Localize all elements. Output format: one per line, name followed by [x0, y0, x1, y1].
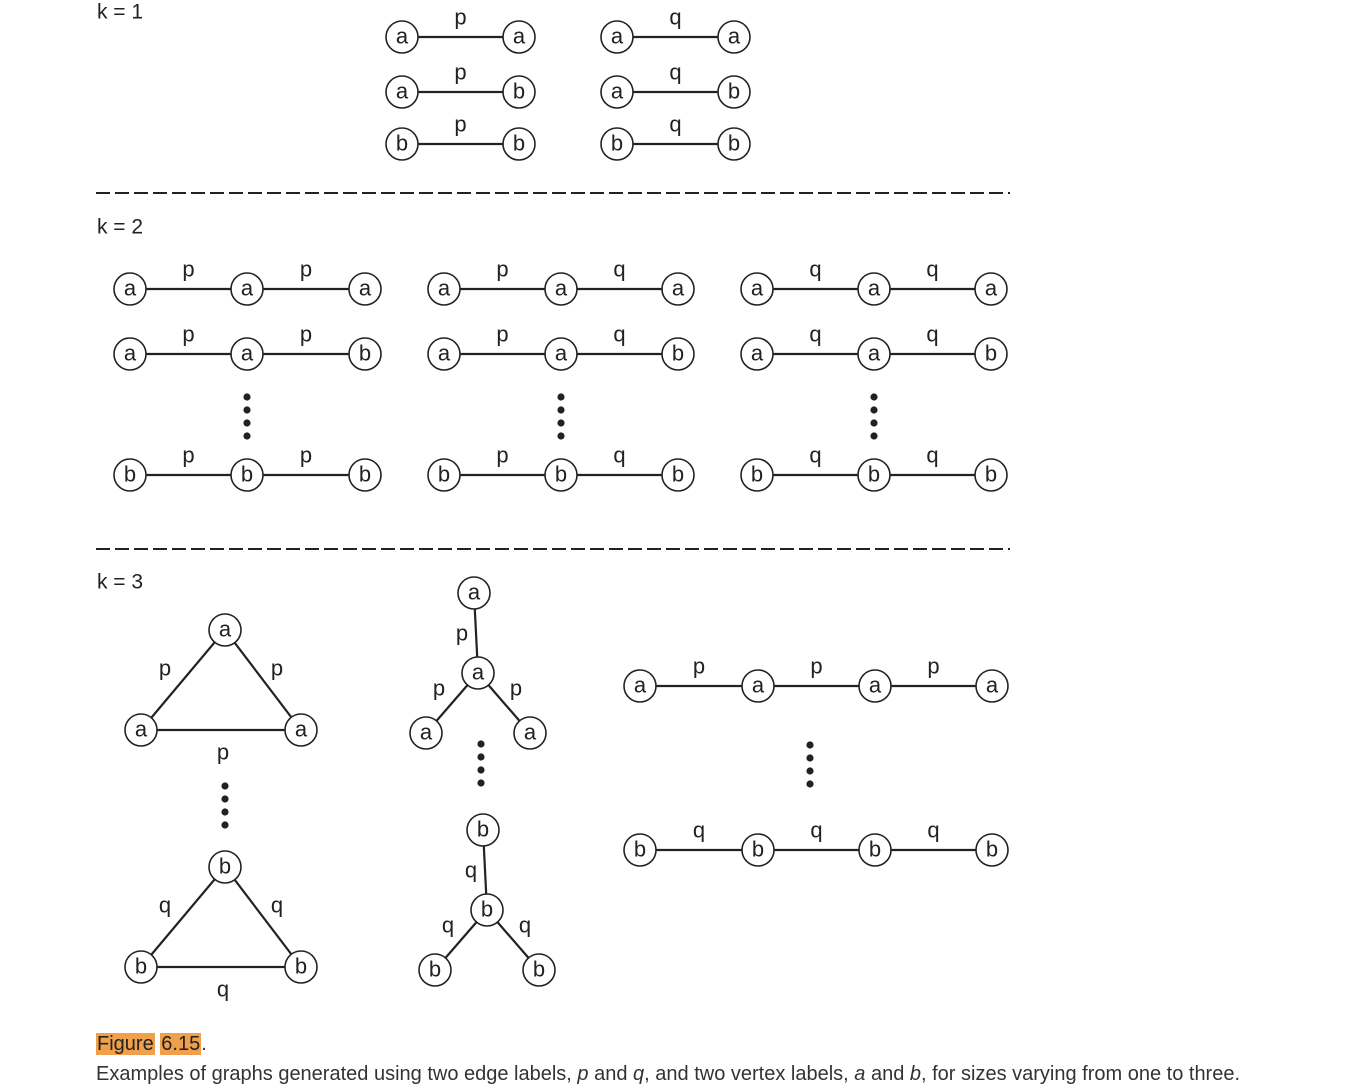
vertex-label: b: [512, 130, 526, 156]
caption-text: [96, 1060, 1346, 1088]
vertex-label: b: [512, 78, 526, 104]
ellipsis-dot: [806, 780, 813, 787]
vertex-label: b: [480, 896, 494, 922]
vertex-label: b: [671, 340, 685, 366]
vertex-label: a: [633, 672, 647, 698]
edge-label: q: [926, 256, 939, 282]
vertex-label: a: [134, 716, 148, 742]
figure-number: 6.15: [161, 1033, 201, 1055]
ellipsis-dot: [806, 754, 813, 761]
ellipsis-dot: [243, 419, 250, 426]
vertex-label: a: [867, 340, 881, 366]
ellipsis-dot: [870, 419, 877, 426]
edge-label: q: [613, 321, 626, 347]
caption-text-part: , and two vertex labels,: [644, 1063, 855, 1085]
edge-label: q: [926, 442, 939, 468]
vertex-label: b: [395, 130, 409, 156]
edge-label: p: [299, 442, 313, 468]
vertex-label: b: [554, 461, 568, 487]
separators-layer: [96, 193, 1010, 549]
figure-caption: [96, 1030, 1346, 1088]
edge-label: p: [509, 675, 523, 701]
edge-label: q: [518, 912, 532, 938]
ellipsis-dot: [557, 432, 564, 439]
edge-line: [225, 630, 301, 730]
edge-label: p: [182, 256, 195, 282]
vertex-label: b: [984, 461, 998, 487]
edge-label: p: [927, 653, 940, 679]
ellipsis-dot: [477, 766, 484, 773]
vertex-label: b: [751, 836, 765, 862]
vertex-label: b: [867, 461, 881, 487]
vertex-label: a: [985, 672, 999, 698]
edge-label: p: [182, 321, 195, 347]
vertex-label: a: [610, 23, 624, 49]
vertex-label: b: [134, 953, 148, 979]
edge-label: p: [216, 739, 230, 765]
edge-line: [141, 630, 225, 730]
edge-label: q: [669, 59, 682, 85]
edge-label: p: [454, 111, 467, 137]
vertex-label: b: [123, 461, 137, 487]
edge-label: q: [270, 892, 284, 918]
edge-label: q: [441, 912, 455, 938]
vertex-label: b: [218, 853, 232, 879]
edge-label: p: [299, 256, 313, 282]
caption-period: .: [201, 1033, 207, 1055]
edge-label: q: [809, 256, 822, 282]
vertex-label: a: [123, 275, 137, 301]
vertex-label: a: [218, 616, 232, 642]
vertex-label: b: [437, 461, 451, 487]
vertex-label: a: [554, 340, 568, 366]
ellipsis-dot: [870, 406, 877, 413]
edge-label: p: [496, 321, 509, 347]
ellipsis-dot: [557, 393, 564, 400]
vertex-label: a: [240, 340, 254, 366]
ellipsis-layer: [218, 393, 877, 828]
vertex-label: a: [751, 672, 765, 698]
vertex-label: a: [358, 275, 372, 301]
vertex-label: a: [123, 340, 137, 366]
vertex-label: a: [523, 719, 537, 745]
edge-label: q: [669, 4, 682, 30]
vertex-label: b: [985, 836, 999, 862]
edge-label: q: [613, 442, 626, 468]
edge-line: [141, 867, 225, 967]
ellipsis-dot: [243, 432, 250, 439]
vertex-label: a: [671, 275, 685, 301]
caption-edge-label-q: q: [633, 1063, 645, 1085]
vertex-label: a: [867, 275, 881, 301]
caption-text-part: and: [865, 1063, 910, 1085]
ellipsis-dot: [806, 741, 813, 748]
vertex-label: a: [554, 275, 568, 301]
vertex-label: b: [671, 461, 685, 487]
edges-layer: [130, 37, 992, 970]
vertex-label: a: [610, 78, 624, 104]
vertex-label: a: [471, 659, 485, 685]
caption-vertex-label-b: b: [909, 1063, 921, 1085]
ellipsis-dot: [243, 406, 250, 413]
edge-label: p: [496, 256, 509, 282]
ellipsis-dot: [557, 419, 564, 426]
edge-label: p: [455, 620, 469, 646]
edge-label: q: [810, 817, 823, 843]
vertex-label: b: [532, 956, 546, 982]
edge-label: q: [692, 817, 706, 843]
vertex-label: a: [750, 275, 764, 301]
section-label-k3: k = 3: [96, 570, 144, 594]
ellipsis-dot: [477, 740, 484, 747]
edge-label: q: [809, 321, 822, 347]
vertex-label: a: [727, 23, 741, 49]
vertex-label: b: [358, 340, 372, 366]
vertex-label: b: [727, 78, 741, 104]
vertex-label: b: [294, 953, 308, 979]
section-label-k2: k = 2: [96, 215, 144, 239]
ellipsis-dot: [870, 393, 877, 400]
section-label-k1: k = 1: [96, 0, 144, 24]
vertex-label: b: [610, 130, 624, 156]
ellipsis-dot: [221, 821, 228, 828]
caption-heading: [96, 1030, 1346, 1058]
ellipsis-dot: [806, 767, 813, 774]
edge-label: q: [464, 857, 478, 883]
vertex-label: b: [476, 816, 490, 842]
edge-label: p: [692, 653, 706, 679]
vertex-label: b: [633, 836, 647, 862]
edge-label: p: [432, 675, 446, 701]
vertex-label: a: [868, 672, 882, 698]
edge-label: p: [158, 655, 172, 681]
ellipsis-dot: [477, 779, 484, 786]
vertex-label: a: [750, 340, 764, 366]
edge-label: q: [809, 442, 822, 468]
figure-word: Figure: [97, 1033, 154, 1055]
caption-text-part: and: [588, 1063, 634, 1085]
vertex-label: a: [984, 275, 998, 301]
vertex-label: a: [437, 275, 451, 301]
edge-label: q: [669, 111, 682, 137]
edge-label: q: [926, 321, 939, 347]
vertex-label: a: [395, 23, 409, 49]
ellipsis-dot: [557, 406, 564, 413]
vertex-label: b: [984, 340, 998, 366]
edge-label: p: [496, 442, 509, 468]
caption-vertex-label-a: a: [854, 1063, 866, 1085]
vertex-label: a: [437, 340, 451, 366]
edge-label: q: [927, 817, 940, 843]
edge-label: p: [454, 4, 467, 30]
ellipsis-dot: [870, 432, 877, 439]
ellipsis-dot: [243, 393, 250, 400]
vertex-label: a: [467, 579, 481, 605]
ellipsis-dot: [477, 753, 484, 760]
vertex-label: b: [727, 130, 741, 156]
vertex-label: a: [512, 23, 526, 49]
edge-label: q: [613, 256, 626, 282]
edge-line: [225, 867, 301, 967]
caption-text-part: Examples of graphs generated using two edge labels,: [96, 1063, 578, 1085]
edge-label: q: [216, 976, 230, 1002]
edge-label: q: [158, 892, 172, 918]
ellipsis-dot: [221, 795, 228, 802]
vertex-label: b: [428, 956, 442, 982]
vertex-label: a: [395, 78, 409, 104]
vertex-label: b: [240, 461, 254, 487]
vertex-label: b: [868, 836, 882, 862]
edge-label: p: [810, 653, 823, 679]
edge-label: p: [270, 655, 284, 681]
caption-text-part: , for sizes varying from one to three.: [921, 1063, 1241, 1085]
vertex-label: b: [358, 461, 372, 487]
vertex-label: a: [240, 275, 254, 301]
vertex-label: a: [419, 719, 433, 745]
ellipsis-dot: [221, 808, 228, 815]
ellipsis-dot: [221, 782, 228, 789]
edge-label: p: [182, 442, 195, 468]
vertex-label: b: [750, 461, 764, 487]
caption-edge-label-p: p: [577, 1063, 589, 1085]
edge-label: p: [299, 321, 313, 347]
vertex-label: a: [294, 716, 308, 742]
edge-label: p: [454, 59, 467, 85]
